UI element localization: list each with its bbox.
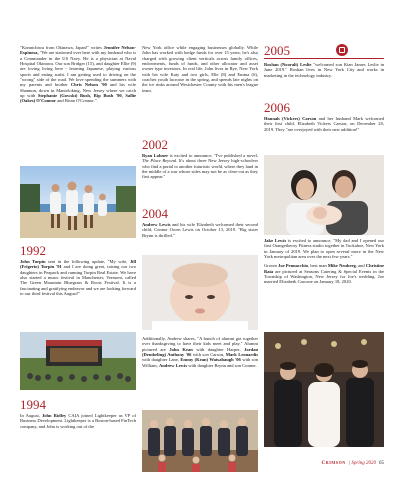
section-1992 bbox=[20, 244, 136, 296]
section-2006-lewis bbox=[264, 238, 384, 285]
photo-carson-family bbox=[264, 155, 384, 235]
section-2002 bbox=[142, 138, 258, 180]
class-note-jake-lewis: Jake Lewis is excited to announce, "My dad and I opened our first Orangetheory Fitness studio together in Tuckahoe, New York in January of 2019. We plan to open several more in the New York metropolitan area over the next few years." bbox=[264, 238, 384, 260]
page-footer bbox=[322, 460, 384, 466]
class-note-nelson-espinosa: "Konnichiwa from Okinawa, Japan!" writes Jennifer Nelson-Espinosa, "We are stationed over here with my husband who is a Commander in the US Navy. He is a physician at Naval Hospital Okinawa. Our son Bridger (15), and daughter Ellie (9) are loving living here - learning Japanese, playing various sports and eating sushi. I am getting used to driving on the "wrong" side of the road. We love spending the summers with my parents and brother Chris Nelson '90 and his wife Shannon, down in Mantoloking, New Jersey where we catch up with Stephanie (Gowski) Bush, Rip Bush '90, Sallie (Oakes) O'Connor and Brian O'Connor." bbox=[20, 45, 137, 104]
year-heading-2002: 2002 bbox=[142, 137, 168, 152]
issue-label: | Spring 2020 bbox=[348, 461, 376, 466]
section-2005-body bbox=[264, 62, 384, 78]
class-note-turpin: John Turpin sent in the following update, "My wife, Jill (Frigerio) Turpin '91 and I are doing great, raising our two daughters in Peapack and running Turpin Real Estate. We have also started a music festival in Manchester, Vermont, called The Green Mountain Bluegrass & Roots Festival. It is a fascinating and gratifying endeavor and we are looking forward to our third festival this August!" bbox=[20, 259, 137, 297]
class-note-lewis: Andrew Lewis and his wife Elizabeth welcomed their second child, Connor Owen Lewis on October 13, 2019. "Big sister Brynn is thrilled." bbox=[142, 222, 258, 238]
column-left bbox=[20, 45, 136, 104]
page-number: 65 bbox=[379, 461, 384, 466]
section-2006 bbox=[264, 101, 384, 132]
photo-family-beach bbox=[20, 166, 136, 238]
class-note-ridley-cont: New York office while engaging businesses globally. While John has worked with hedge funds for over 15 years, he's also charged with growing client verticals across family offices, endowments, funds of funds, and other allocator and asset owner type investors. In real life, John lives in Rye, New York with his wife Katy and two girls, Elle (8) and Emma (6), coaches youth lacrosse in the spring, and spends late nights on the ice rinks around Westchester County with his men's league team. bbox=[142, 45, 258, 93]
year-heading-1992: 1992 bbox=[20, 243, 46, 258]
photo-alumni-group bbox=[142, 410, 258, 472]
magazine-name: Crimson bbox=[321, 461, 346, 466]
class-note-alumni-gathering: Additionally, Andrew shares, "A bunch of alumni got together over thanksgiving to have their kids meet and play." Alumni pictured are John Kean with daughter Harper, Jordan (Dembeling) Anthony '06 with son Carson, Mark Leonardis with daughter Lane, Emmy (Kean) Watsabaugh '06 with son William, Andrew Lewis with daughter Brynn and son Connor. bbox=[142, 336, 258, 368]
photo-wedding bbox=[264, 332, 384, 447]
class-note-carson: Hannah (Vickers) Carson and her husband Mark welcomed their first child, Elizabeth Vickers Carson, on December 20, 2019. They "are overjoyed with their new addition!" bbox=[264, 116, 384, 132]
year-heading-1994: 1994 bbox=[20, 397, 46, 412]
class-note-lohner: Ryan Lohner is excited to announce, "I've published a novel, The Place Beyond. It's about three New Jersey high-schoolers who find a portal to another futuristic world, where they land in the middle of a war whose sides may not be as clear-cut as they first appear." bbox=[142, 153, 258, 180]
section-2004 bbox=[142, 207, 258, 238]
photo-baby-connor bbox=[142, 255, 258, 330]
section-2005 bbox=[264, 44, 384, 57]
year-heading-2004: 2004 bbox=[142, 206, 168, 221]
class-note-pennacchio: Groom Joe Pennacchio, best man Mike Neuberg, and Christine Raia are pictured at Seasons Catering & Special Events in the Township of Washington, New Jersey for Joe's wedding. Joe married Elizabeth Carcone on January 18, 2020. bbox=[264, 263, 384, 285]
column-middle bbox=[142, 45, 258, 93]
class-note-ridley: In August, John Ridley CAIA joined Lightkeeper as VP of Business Development. Lightkeeper is a Boston-based FinTech company, and John is working out of the bbox=[20, 413, 137, 429]
year-heading-2006: 2006 bbox=[264, 100, 290, 115]
section-1994 bbox=[20, 398, 136, 429]
section-divider bbox=[264, 58, 384, 59]
section-2004-alumni bbox=[142, 336, 258, 368]
class-note-leslie: Roshan (Noorali) Leslie "welcomed son Kian James Leslie in June 2019." Roshan lives in New York City and works in marketing in the technology industry. bbox=[264, 62, 384, 78]
photo-festival bbox=[20, 332, 136, 390]
year-heading-2005: 2005 bbox=[264, 43, 290, 58]
school-crest-icon bbox=[336, 44, 348, 56]
